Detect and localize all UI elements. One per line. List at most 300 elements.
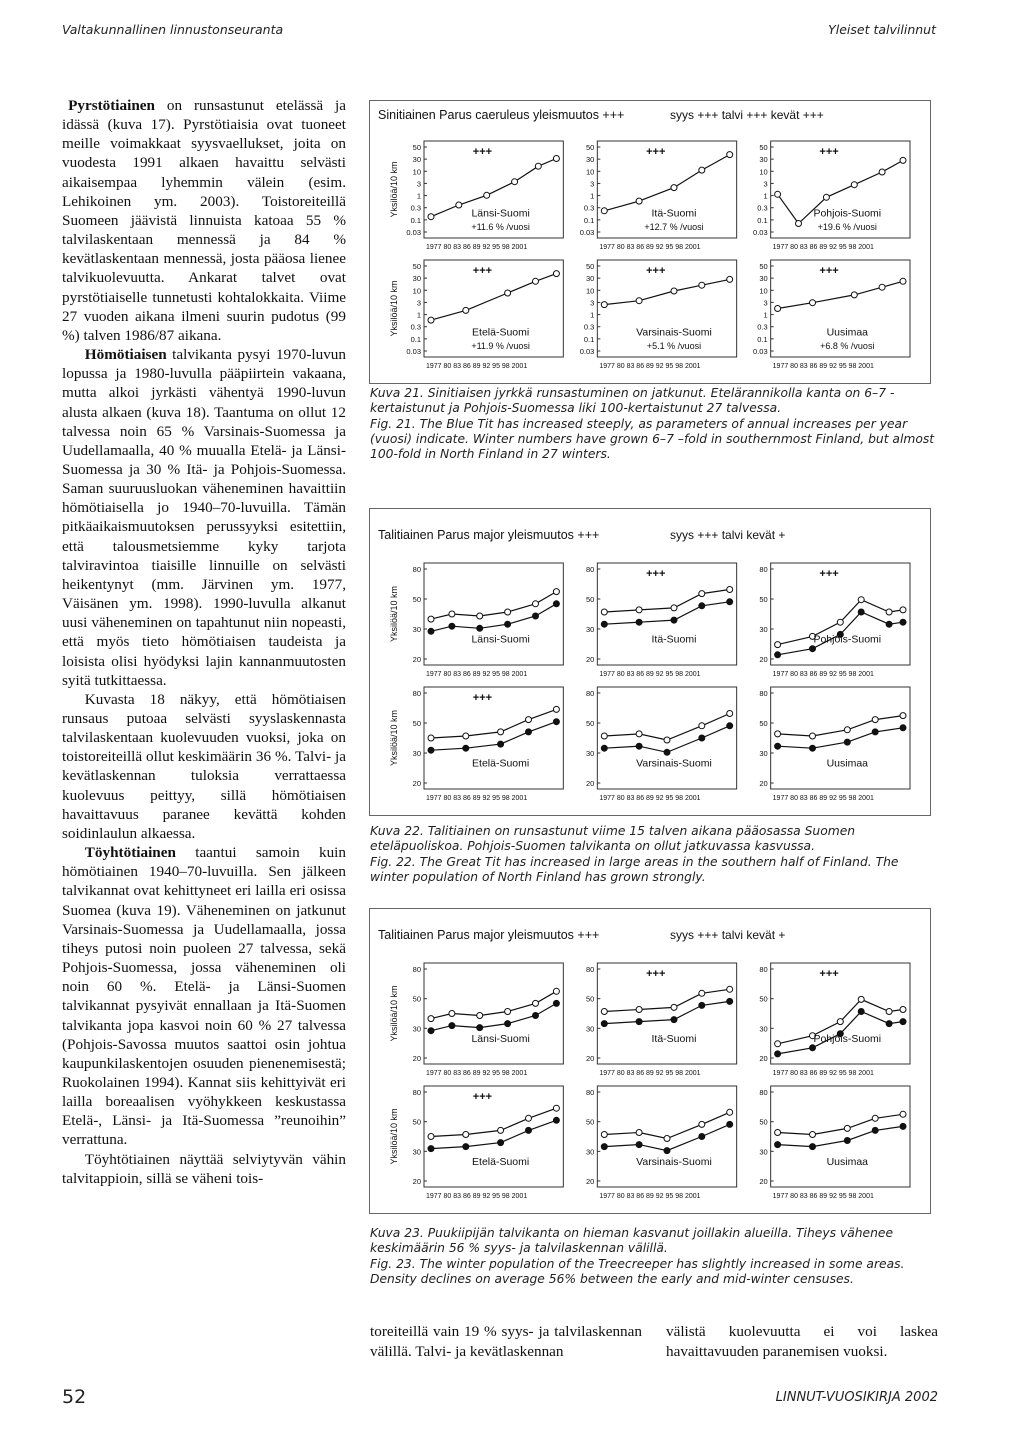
figure-21-blue-tit-chart — [369, 100, 931, 384]
series-point — [872, 729, 878, 735]
series-point — [533, 601, 539, 607]
y-tick-label: 30 — [585, 1024, 595, 1034]
y-axis-label-group — [389, 985, 399, 1041]
significance-marker: +++ — [646, 146, 666, 158]
series-point — [428, 214, 434, 220]
series-point — [844, 739, 850, 745]
panel-region-label: Itä-Suomi — [651, 207, 697, 220]
series-point — [844, 1138, 850, 1144]
series-point — [810, 1144, 816, 1150]
series-point — [526, 1127, 532, 1133]
series-point — [858, 609, 864, 615]
series-point — [699, 1002, 705, 1008]
caption-text-en: The Blue Tit has increased steeply, as parameters of annual increases per year (vuosi) indicate. Winter numbers have grown 6–7 –fold in southernmost Finland, but almost 100-fold in North Finland in 27 winters. — [370, 416, 935, 462]
y-tick-label: 1 — [416, 191, 421, 201]
panel-trend-label: +12.7 % /vuosi — [644, 222, 704, 233]
panel-region-label: Varsinais-Suomi — [636, 757, 712, 770]
panel-frame — [424, 1086, 563, 1187]
series-line — [604, 1001, 729, 1023]
series-point — [553, 271, 559, 277]
paragraph-text: taantui samoin kuin hömötiainen 1940–70-luvuilla. Sen jälkeen talvikannat ovat kehittyneet eri lailla eri osissa Suomea (kuva 19). Väheneminen on jatkunut Varsinais-Suomessa ja Uudellamaalla, jossa tiheys putosi noin puoleen 27 talvessa, sekä Pohjois-Suomessa, jossa väheneminen oli noin 60 %. Etelä- ja Länsi-Suomen talvikannat pysyivät ennallaan ja Itä-Suomen talvikanta jopa kasvoi noin 60 % 27 talvessa (Pohjois-Savossa muutos saattoi osin johtua kaupunkilaskentojen osuuden pienenemisestä; Ruokolainen 1994). Kannat siis kehittyivät eri lailla boreaalisen vyöhykkeen keskustassa Etelä-, Länsi- ja Itä-Suomessa ”reunoihin” verrattuna. — [62, 844, 346, 1149]
y-tick-label: 50 — [585, 595, 595, 604]
figure-title: Talitiainen Parus major yleismuutos +++ — [378, 928, 600, 942]
caption-text-fi: Talitiainen on runsastunut viime 15 talven aikana pääosassa Suomen eteläpuoliskoa. Pohjois-Suomen talvikanta on ollut jatkuvassa kasvussa. — [370, 824, 856, 854]
x-tick-labels: 1977 80 83 86 89 92 95 98 2001 — [426, 671, 528, 678]
series-point — [727, 276, 733, 282]
series-point — [858, 597, 864, 603]
y-tick-label: 20 — [412, 1054, 421, 1063]
x-tick-labels: 1977 80 83 86 89 92 95 98 2001 — [772, 1193, 874, 1200]
series-point — [900, 713, 906, 719]
panel-region-label: Etelä-Suomi — [472, 326, 530, 339]
y-tick-label: 80 — [759, 565, 768, 574]
series-point — [775, 743, 781, 749]
y-tick-label: 10 — [585, 286, 595, 296]
caption-label: Fig. 21. — [370, 416, 416, 431]
series-point — [872, 717, 878, 723]
series-line — [604, 279, 729, 304]
y-tick-label: 0.1 — [583, 215, 595, 225]
panel-region-label: Uusimaa — [826, 326, 869, 339]
series-point — [900, 157, 906, 163]
y-tick-label: 10 — [412, 167, 421, 177]
y-tick-label: 50 — [759, 143, 768, 152]
panel-region-label: Länsi-Suomi — [471, 207, 530, 220]
series-point — [775, 306, 781, 312]
series-point — [636, 1019, 642, 1025]
caption-label: Kuva 21. — [370, 386, 424, 400]
series-point — [727, 1121, 733, 1127]
series-point — [463, 1144, 469, 1150]
x-tick-labels: 1977 80 83 86 89 92 95 98 2001 — [772, 671, 874, 678]
series-line — [431, 1108, 556, 1136]
significance-marker: +++ — [472, 692, 493, 704]
panel-region-label: Länsi-Suomi — [471, 1032, 530, 1045]
y-axis-label: Yksilöä/10 km — [389, 161, 399, 218]
series-point — [449, 623, 455, 629]
y-tick-label: 0.03 — [753, 228, 768, 237]
y-tick-label: 20 — [759, 779, 768, 788]
y-tick-label: 50 — [585, 994, 595, 1004]
y-tick-label: 30 — [412, 155, 421, 165]
series-point — [601, 1144, 607, 1150]
series-point — [775, 642, 781, 648]
y-tick-label: 30 — [759, 1024, 768, 1034]
x-tick-labels: 1977 80 83 86 89 92 95 98 2001 — [772, 244, 874, 251]
y-tick-label: 0.1 — [583, 334, 595, 344]
series-point — [477, 1013, 483, 1019]
x-tick-labels: 1977 80 83 86 89 92 95 98 2001 — [426, 1070, 528, 1077]
series-point — [456, 202, 462, 208]
y-tick-label: 1 — [590, 310, 595, 320]
series-point — [553, 601, 559, 607]
x-tick-labels: 1977 80 83 86 89 92 95 98 2001 — [772, 1070, 874, 1077]
y-tick-label: 0.1 — [757, 334, 768, 344]
series-point — [727, 711, 733, 717]
series-point — [699, 735, 705, 741]
species-heading: Töyhtötiainen — [84, 844, 176, 862]
panel-frame — [771, 687, 910, 789]
y-tick-label: 10 — [585, 167, 595, 177]
series-line — [431, 1120, 556, 1148]
panel-frame — [597, 563, 736, 665]
series-point — [505, 621, 511, 627]
series-point — [636, 1130, 642, 1136]
y-tick-label: 30 — [412, 625, 421, 634]
series-point — [636, 1142, 642, 1148]
series-point — [664, 749, 670, 755]
figure-legend: syys +++ talvi kevät + — [670, 528, 786, 542]
caption-label: Fig. 22. — [370, 854, 416, 869]
figure-21-caption — [370, 386, 938, 462]
y-tick-label: 30 — [585, 625, 595, 634]
panel-trend-label: +11.9 % /vuosi — [471, 341, 530, 352]
x-tick-labels: 1977 80 83 86 89 92 95 98 2001 — [599, 363, 701, 370]
series-point — [823, 194, 829, 200]
series-point — [727, 587, 733, 593]
y-axis-label: Yksilöä/10 km — [389, 585, 399, 643]
y-tick-label: 20 — [759, 1177, 768, 1186]
series-point — [810, 745, 816, 751]
y-axis-label-group — [389, 161, 399, 217]
series-point — [601, 1021, 607, 1027]
y-tick-label: 0.03 — [579, 228, 595, 237]
series-line — [604, 1112, 729, 1138]
panel-region-label: Länsi-Suomi — [471, 633, 530, 646]
series-point — [872, 1127, 878, 1133]
x-tick-labels: 1977 80 83 86 89 92 95 98 2001 — [599, 1070, 701, 1077]
series-point — [553, 719, 559, 725]
y-tick-label: 50 — [412, 143, 421, 152]
panel-region-label: Itä-Suomi — [651, 1032, 697, 1045]
series-point — [775, 1041, 781, 1047]
figure-22-caption — [370, 824, 938, 885]
series-line — [778, 716, 903, 736]
series-point — [553, 589, 559, 595]
series-point — [900, 278, 906, 284]
significance-marker: +++ — [472, 265, 493, 277]
figure-title: Talitiainen Parus major yleismuutos +++ — [378, 528, 600, 542]
series-point — [636, 731, 642, 737]
figure-svg — [370, 101, 930, 383]
series-point — [463, 307, 469, 313]
y-tick-label: 30 — [759, 625, 768, 634]
paragraph-pyrstotiainen — [62, 96, 346, 345]
series-point — [505, 1009, 511, 1015]
significance-marker: +++ — [819, 146, 839, 158]
running-header-right: Yleiset talvilinnut — [828, 22, 936, 37]
caption-label: Fig. 23. — [370, 1256, 416, 1271]
y-axis-label-group — [389, 1108, 399, 1164]
figure-svg — [370, 909, 930, 1213]
series-point — [900, 619, 906, 625]
series-point — [699, 1121, 705, 1127]
figure-22-great-tit-chart — [369, 508, 931, 816]
y-axis-label: Yksilöä/10 km — [389, 1108, 399, 1165]
series-point — [636, 1007, 642, 1013]
caption-label: Kuva 22. — [370, 824, 424, 838]
species-heading: Hömötiaisen — [84, 346, 167, 364]
x-tick-labels: 1977 80 83 86 89 92 95 98 2001 — [599, 671, 701, 678]
series-point — [858, 996, 864, 1002]
series-point — [699, 282, 705, 288]
y-tick-label: 30 — [412, 749, 421, 758]
paragraph-toyhtotiainen-2: Töyhtötiainen näyttää selviytyvän vähin talvitappioin, sillä se väheni tois- — [62, 1150, 346, 1187]
y-axis-label-group — [389, 586, 399, 642]
y-tick-label: 80 — [759, 965, 768, 974]
series-point — [851, 182, 857, 188]
series-point — [526, 1115, 532, 1121]
caption-text-fi: Sinitiaisen jyrkkä runsastuminen on jatkunut. Etelärannikolla kanta on 6–7 -kertaistunut ja Pohjois-Suomessa liki 100-kertaistunut 27 talvessa. — [370, 386, 895, 416]
series-point — [601, 208, 607, 214]
y-tick-label: 50 — [585, 1117, 595, 1127]
x-tick-labels: 1977 80 83 86 89 92 95 98 2001 — [599, 795, 701, 802]
panel-region-label: Etelä-Suomi — [472, 1155, 530, 1168]
y-tick-label: 30 — [412, 1024, 421, 1034]
series-point — [664, 737, 670, 743]
series-point — [671, 288, 677, 294]
series-point — [533, 278, 539, 284]
y-axis-label: Yksilöä/10 km — [389, 280, 399, 337]
y-tick-label: 80 — [759, 1088, 768, 1097]
series-point — [428, 616, 434, 622]
panel-region-label: Itä-Suomi — [651, 633, 697, 646]
y-tick-label: 50 — [759, 994, 768, 1004]
body-column-middle-bottom: toreiteillä vain 19 % syys- ja talvilaskennan välillä. Talvi- ja kevätlaskennan — [370, 1323, 642, 1360]
figure-23-treecreeper-chart — [369, 908, 931, 1214]
y-tick-label: 50 — [759, 1117, 768, 1127]
series-point — [449, 611, 455, 617]
significance-marker: +++ — [819, 568, 839, 580]
series-point — [872, 1115, 878, 1121]
series-point — [601, 1009, 607, 1015]
series-point — [900, 1111, 906, 1117]
y-tick-label: 3 — [763, 179, 768, 189]
panel-frame — [771, 1086, 910, 1187]
series-point — [428, 747, 434, 753]
series-point — [699, 603, 705, 609]
paragraph-homotiainen-2: Kuvasta 18 näkyy, että hömötiaisen runsaus putoaa selvästi syyslaskennasta talvilaskentaan kuolevuuden vuoksi, joka on toistoreiteillä ollut keskimäärin 36 %. Talvi- ja kevätlaskennan tuloksia verrattaessa kuolevuus peittyy, sillä hömötiaisen havaittavuus paranee kevättä kohden soidinlaulun alkaessa. — [62, 690, 346, 842]
series-point — [810, 733, 816, 739]
series-point — [553, 1105, 559, 1111]
y-tick-label: 1 — [763, 191, 768, 201]
y-tick-label: 3 — [416, 179, 421, 189]
series-line — [604, 989, 729, 1011]
x-tick-labels: 1977 80 83 86 89 92 95 98 2001 — [772, 363, 874, 370]
significance-marker: +++ — [646, 968, 666, 980]
y-tick-label: 0.03 — [579, 347, 595, 356]
series-point — [553, 988, 559, 994]
series-point — [727, 1109, 733, 1115]
figure-legend: syys +++ talvi kevät + — [670, 928, 786, 942]
y-tick-label: 20 — [759, 1054, 768, 1063]
panel-trend-label: +5.1 % /vuosi — [646, 341, 702, 352]
series-point — [810, 300, 816, 306]
series-point — [796, 221, 802, 227]
y-tick-label: 0.3 — [410, 322, 421, 332]
series-point — [699, 167, 705, 173]
series-point — [535, 163, 541, 169]
y-tick-label: 20 — [585, 1054, 595, 1063]
x-tick-labels: 1977 80 83 86 89 92 95 98 2001 — [426, 1193, 528, 1200]
significance-marker: +++ — [646, 265, 666, 277]
y-tick-label: 0.1 — [410, 215, 421, 225]
series-point — [775, 731, 781, 737]
series-point — [477, 625, 483, 631]
series-point — [900, 1007, 906, 1013]
series-point — [553, 706, 559, 712]
series-point — [533, 613, 539, 619]
y-tick-label: 1 — [416, 310, 421, 320]
series-point — [463, 733, 469, 739]
series-point — [428, 1134, 434, 1140]
body-column-right-bottom: välistä kuolevuutta ei voi laskea havaittavuuden paranemisen vuoksi. — [666, 1323, 938, 1360]
figure-legend: syys +++ talvi +++ kevät +++ — [670, 108, 824, 122]
y-tick-label: 50 — [412, 262, 421, 271]
significance-marker: +++ — [472, 1091, 493, 1103]
panel-region-label: Pohjois-Suomi — [813, 207, 882, 220]
series-point — [671, 1004, 677, 1010]
series-line — [431, 722, 556, 751]
series-point — [671, 1017, 677, 1023]
series-point — [533, 1000, 539, 1006]
y-tick-label: 50 — [412, 1117, 421, 1127]
series-line — [778, 1114, 903, 1134]
series-point — [498, 741, 504, 747]
y-tick-label: 30 — [585, 1147, 595, 1157]
y-tick-label: 50 — [759, 262, 768, 271]
series-point — [601, 745, 607, 751]
series-point — [810, 646, 816, 652]
series-point — [664, 1136, 670, 1142]
series-point — [810, 1132, 816, 1138]
species-heading: Pyrstötiainen — [68, 97, 155, 114]
series-point — [879, 169, 885, 175]
series-point — [449, 1023, 455, 1029]
y-tick-label: 50 — [585, 719, 595, 728]
panel-trend-label: +6.8 % /vuosi — [820, 341, 875, 352]
series-point — [526, 717, 532, 723]
y-tick-label: 50 — [585, 262, 595, 271]
series-point — [837, 1019, 843, 1025]
y-tick-label: 20 — [585, 779, 595, 788]
series-point — [428, 628, 434, 634]
series-point — [886, 1021, 892, 1027]
caption-text-en: The winter population of the Treecreeper has slightly increased in some areas. Density declines on average 56% between the early and mid-winter censuses. — [370, 1256, 905, 1286]
x-tick-labels: 1977 80 83 86 89 92 95 98 2001 — [426, 244, 528, 251]
series-point — [775, 652, 781, 658]
series-point — [505, 290, 511, 296]
panel-region-label: Varsinais-Suomi — [636, 1155, 712, 1168]
paragraph-text: talvikanta pysyi 1970-luvun lopussa ja 1980-luvulla pääpiirtein vakaana, mutta alkoi jyrkästi vähentyä 1990-luvun alusta alkaen (kuva 18). Taantuma on ollut 12 talvessa noin 65 % Varsinais-Suomessa ja Uudellamaalla, 40 % muualla Etelä- ja Länsi-Suomessa ja 30 % Itä- ja Pohjois-Suomessa. Saman suuruusluokan väheneminen havaittiin hömötiaisella jo 1940–70-luvuilla. Tämän pitkäaikaismuutoksen perussyyksi esitettiin, että talousmetsiemme kyky tarjota talviravintoa tiaisille linnuille on selvästi heikentynyt (mm. Järvinen ym. 1977, Väisänen ym. 1998). 1990-luvulla alkanut uusi väheneminen on tapahtunut niin nopeasti, että myös tieto hömötiaisen taudeista ja loisista olisi hyödyksi lajin kannanmuutosten syitä tutkittaessa. — [62, 346, 346, 689]
y-tick-label: 50 — [759, 595, 768, 604]
series-point — [727, 998, 733, 1004]
y-tick-label: 10 — [759, 167, 768, 177]
significance-marker: +++ — [819, 265, 839, 277]
y-tick-label: 0.3 — [757, 203, 768, 213]
y-tick-label: 3 — [590, 298, 595, 308]
series-point — [636, 743, 642, 749]
paragraph-toyhtotiainen — [62, 843, 346, 1150]
series-point — [699, 591, 705, 597]
series-point — [526, 729, 532, 735]
y-tick-label: 0.3 — [757, 322, 768, 332]
y-tick-label: 30 — [759, 274, 768, 284]
series-point — [775, 1051, 781, 1057]
y-tick-label: 30 — [759, 155, 768, 165]
series-point — [484, 192, 490, 198]
series-point — [671, 617, 677, 623]
series-point — [505, 1021, 511, 1027]
series-point — [879, 284, 885, 290]
series-point — [428, 1028, 434, 1034]
panel-region-label: Varsinais-Suomi — [636, 326, 712, 339]
series-point — [900, 607, 906, 613]
series-point — [601, 609, 607, 615]
series-point — [498, 1127, 504, 1133]
series-point — [498, 1140, 504, 1146]
series-point — [886, 1009, 892, 1015]
y-tick-label: 50 — [412, 719, 421, 728]
series-point — [449, 1011, 455, 1017]
panel-frame — [424, 687, 563, 789]
y-tick-label: 80 — [412, 1088, 421, 1097]
series-line — [604, 155, 729, 211]
series-point — [671, 605, 677, 611]
series-point — [463, 745, 469, 751]
y-axis-label: Yksilöä/10 km — [389, 709, 399, 767]
y-tick-label: 0.03 — [753, 347, 768, 356]
series-point — [886, 621, 892, 627]
series-point — [727, 986, 733, 992]
series-point — [727, 723, 733, 729]
series-point — [428, 317, 434, 323]
y-tick-label: 30 — [759, 749, 768, 758]
y-tick-label: 80 — [412, 565, 421, 574]
caption-label: Kuva 23. — [370, 1226, 424, 1240]
series-line — [604, 714, 729, 741]
paragraph-homotiainen — [62, 345, 346, 690]
series-point — [636, 607, 642, 613]
series-point — [699, 723, 705, 729]
significance-marker: +++ — [819, 968, 839, 980]
panel-region-label: Uusimaa — [826, 757, 869, 770]
y-tick-label: 20 — [585, 1177, 595, 1186]
y-tick-label: 20 — [759, 655, 768, 664]
y-tick-label: 0.3 — [583, 322, 595, 332]
series-point — [699, 1134, 705, 1140]
series-point — [601, 302, 607, 308]
y-tick-label: 3 — [590, 179, 595, 189]
figure-23-caption — [370, 1226, 938, 1287]
y-tick-label: 1 — [763, 310, 768, 320]
y-tick-label: 30 — [412, 1147, 421, 1157]
y-tick-label: 3 — [763, 298, 768, 308]
series-point — [727, 599, 733, 605]
series-point — [636, 198, 642, 204]
series-point — [858, 1009, 864, 1015]
y-tick-label: 30 — [412, 274, 421, 284]
series-point — [553, 156, 559, 162]
y-tick-label: 1 — [590, 191, 595, 201]
y-tick-label: 30 — [585, 274, 595, 284]
significance-marker: +++ — [646, 568, 666, 580]
panel-region-label: Pohjois-Suomi — [813, 633, 882, 646]
series-point — [844, 1125, 850, 1131]
figure-svg — [370, 509, 930, 815]
caption-text-fi: Puukiipijän talvikanta on hieman kasvanut joillakin alueilla. Tiheys vähenee keskimäärin 56 % syys- ja talvilaskennan välillä. — [370, 1226, 894, 1256]
series-point — [851, 292, 857, 298]
